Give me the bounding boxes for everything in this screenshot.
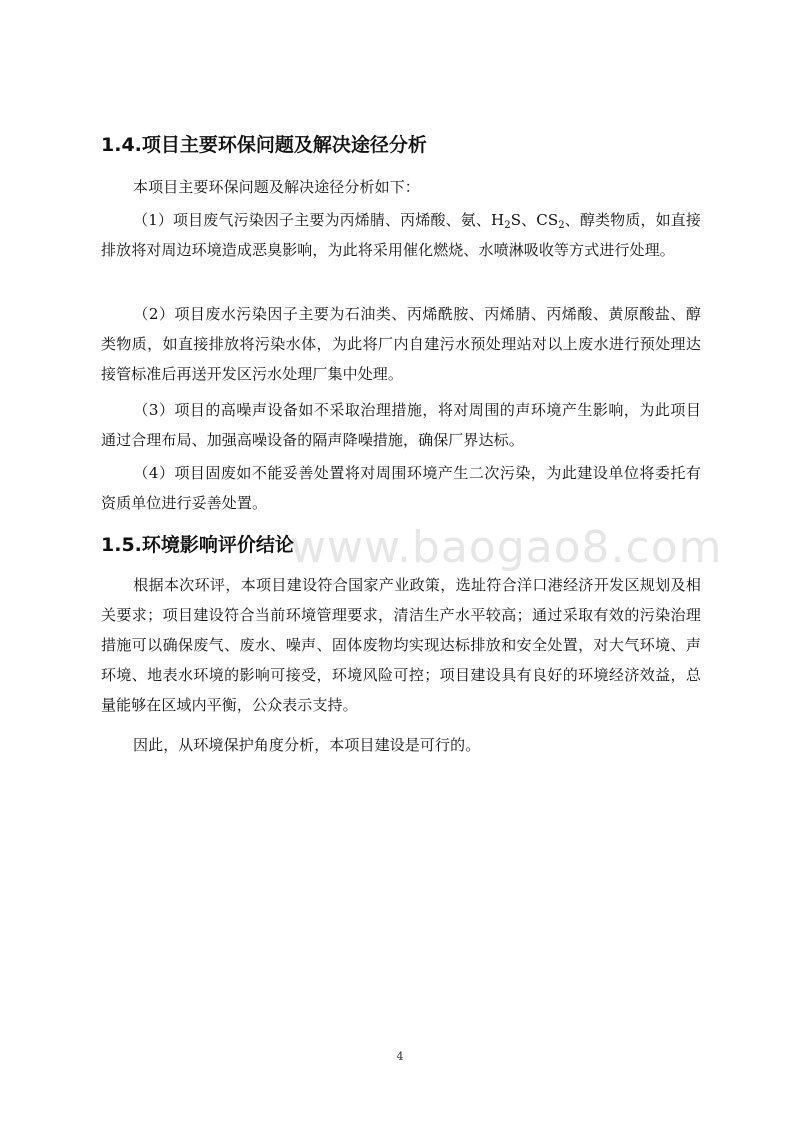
page-number: 4 [396, 1050, 404, 1063]
final-text: 因此，从环境保护角度分析，本项目建设是可行的。 [133, 736, 481, 754]
item-1-text-b: S、CS [510, 211, 559, 229]
item-4-paragraph [101, 458, 701, 518]
item-2-paragraph [101, 299, 701, 389]
watermark: www.baogao8.com [290, 522, 723, 573]
item-1-paragraph [101, 205, 701, 265]
intro-text: 本项目主要环保问题及解决途径分析如下： [133, 178, 420, 196]
item-3-text: （3）项目的高噪声设备如不采取治理措施，将对周围的声环境产生影响，为此项目通过合理布局、加强高噪设备的隔声降噪措施，确保厂界达标。 [101, 401, 701, 449]
item-1-subscript-a: 2 [504, 220, 511, 231]
item-2-text: （2）项目废水污染因子主要为石油类、丙烯酰胺、丙烯腈、丙烯酸、黄原酸盐、醇类物质，如直接排放将污染水体，为此将厂内自建污水预处理站对以上废水进行预处理达接管标准后再送开发区污水处理厂集中处理。 [101, 305, 701, 383]
item-1-subscript-b: 2 [558, 220, 565, 231]
intro-paragraph [101, 172, 701, 202]
item-1-text-a: （1）项目废气污染因子主要为丙烯腈、丙烯酸、氨、H [133, 211, 505, 229]
item-3-paragraph [101, 395, 701, 455]
item-4-text: （4）项目固废如不能妥善处置将对周围环境产生二次污染，为此建设单位将委托有资质单位进行妥善处置。 [101, 464, 701, 512]
conclusion-paragraph [101, 570, 701, 720]
section-heading-1-4: 1.4.项目主要环保问题及解决途径分析 [101, 134, 427, 156]
conclusion-text: 根据本次环评，本项目建设符合国家产业政策，选址符合洋口港经济开发区规划及相关要求；项目建设符合当前环境管理要求，清洁生产水平较高；通过采取有效的污染治理措施可以确保废气、废水、噪声、固体废物均实现达标排放和安全处置，对大气环境、声环境、地表水环境的影响可接受，环境风险可控；项目建设具有良好的环境经济效益，总量能够在区域内平衡，公众表示支持。 [101, 576, 701, 714]
section-heading-1-5: 1.5.环境影响评价结论 [101, 534, 294, 556]
item-1-text-c: 、醇类物质，如直接排放将对周边环境造成恶臭影响，为此将采用催化燃烧、水喷淋吸收等方式进行处理。 [101, 211, 701, 259]
final-paragraph [101, 730, 701, 760]
